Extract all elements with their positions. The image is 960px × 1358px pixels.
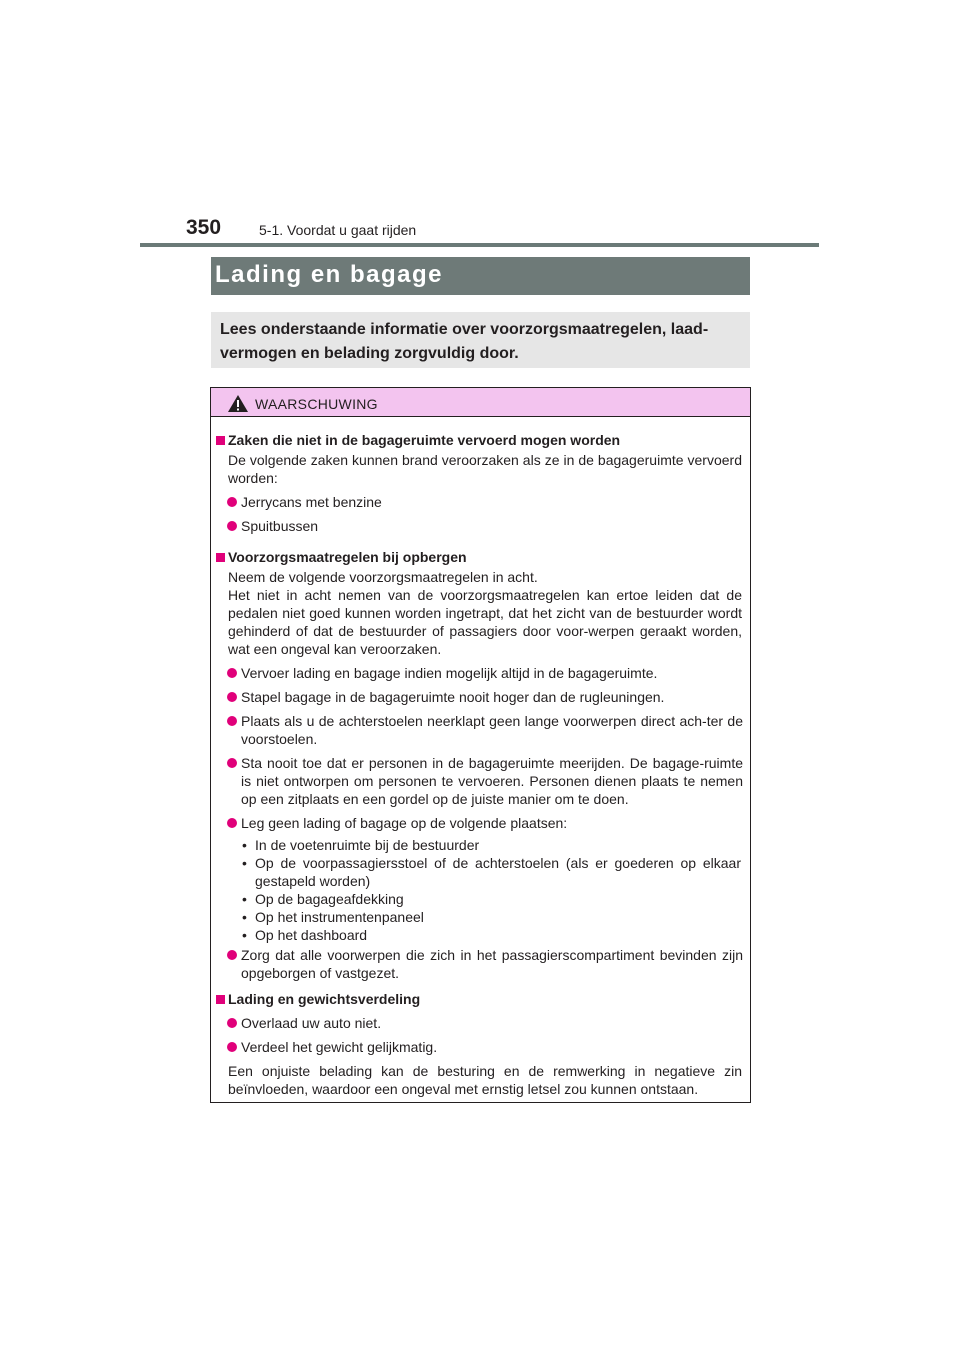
bullet-dot <box>227 758 237 768</box>
heading-marker <box>216 995 225 1004</box>
sub-bullet-text: Op het dashboard <box>255 927 368 943</box>
bullet-dot <box>227 668 237 678</box>
heading-marker <box>216 436 225 445</box>
bullet-text: Sta nooit toe dat er personen in de bagageruimte meerijden. De bagage-ruimte is niet ontworpen om personen te vervoeren. Personen dienen plaats te nemen op een zitplaats en een gordel op de juiste manier om te doen. <box>241 755 743 807</box>
warning-body <box>211 418 750 1098</box>
sub-bullet-mark: • <box>242 837 247 853</box>
sub-bullet-item <box>242 836 741 854</box>
bullet-item <box>241 1038 743 1056</box>
paragraph: De volgende zaken kunnen brand veroorzaken als ze in de bagageruimte vervoerd worden: <box>228 452 742 486</box>
sub-bullet-mark: • <box>242 927 247 943</box>
section-heading <box>211 548 750 566</box>
bullet-text: Leg geen lading of bagage op de volgende plaatsen: <box>241 815 568 831</box>
warning-triangle-icon <box>227 394 249 413</box>
intro-box <box>211 312 750 368</box>
title-bar <box>211 257 750 295</box>
bullet-dot <box>227 521 237 531</box>
bullet-dot <box>227 818 237 828</box>
sub-bullet-text: In de voetenruimte bij de bestuurder <box>255 837 480 853</box>
bullet-dot <box>227 716 237 726</box>
warning-header <box>211 388 750 417</box>
sub-bullet-item <box>242 890 741 908</box>
page-title: Lading en bagage <box>215 261 444 288</box>
bullet-item <box>241 754 743 808</box>
section-heading <box>211 431 750 449</box>
bullet-text: Plaats als u de achterstoelen neerklapt geen lange voorwerpen direct ach-ter de voorstoelen. <box>241 713 743 747</box>
paragraph: Het niet in acht nemen van de voorzorgsmaatregelen kan ertoe leiden dat de pedalen niet goed kunnen worden ingetrapt, dat het zicht van de bestuurder wordt gehinderd of dat de bestuurder of passagiers door voor-werpen geraakt worden, wat een ongeval kan veroorzaken. <box>228 587 742 657</box>
sub-bullet-item <box>242 854 741 890</box>
bullet-item <box>241 814 743 832</box>
bullet-text: Zorg dat alle voorwerpen die zich in het passagierscompartiment bevinden zijn opgeborgen of vastgezet. <box>241 947 743 981</box>
sub-bullet-item <box>242 926 741 944</box>
bullet-item <box>241 946 743 982</box>
sub-bullet-mark: • <box>242 909 247 925</box>
heading-text: Lading en gewichtsverdeling <box>228 991 421 1007</box>
sub-bullet-text: Op het instrumentenpaneel <box>255 909 424 925</box>
bullet-dot <box>227 1042 237 1052</box>
bullet-text: Vervoer lading en bagage indien mogelijk altijd in de bagageruimte. <box>241 665 658 681</box>
bullet-item <box>241 517 743 535</box>
intro-text: Lees onderstaande informatie over voorzorgsmaatregelen, laad-vermogen en belading zorgvuldig door. <box>220 321 709 362</box>
bullet-dot <box>227 497 237 507</box>
bullet-item <box>241 664 743 682</box>
bullet-text: Overlaad uw auto niet. <box>241 1015 382 1031</box>
section-title: 5-1. Voordat u gaat rijden <box>259 222 417 238</box>
bullet-text: Verdeel het gewicht gelijkmatig. <box>241 1039 438 1055</box>
bullet-text: Stapel bagage in de bagageruimte nooit hoger dan de rugleuningen. <box>241 689 665 705</box>
heading-text: Voorzorgsmaatregelen bij opbergen <box>228 549 467 565</box>
header-rule <box>140 243 819 247</box>
bullet-item <box>241 493 743 511</box>
bullet-dot <box>227 692 237 702</box>
sub-bullet-text: Op de bagageafdekking <box>255 891 404 907</box>
bullet-item <box>241 1014 743 1032</box>
paragraph: Neem de volgende voorzorgsmaatregelen in acht. <box>228 569 538 585</box>
bullet-text: Spuitbussen <box>241 518 319 534</box>
bullet-dot <box>227 950 237 960</box>
bullet-item <box>241 712 743 748</box>
bullet-text: Jerrycans met benzine <box>241 494 382 510</box>
paragraph: Een onjuiste belading kan de besturing en de remwerking in negatieve zin beïnvloeden, waardoor een ongeval met ernstig letsel zou kunnen ontstaan. <box>228 1063 742 1097</box>
sub-bullet-text: Op de voorpassagiersstoel of de achterstoelen (als er goederen op elkaar gestapeld worden) <box>255 855 741 889</box>
heading-marker <box>216 553 225 562</box>
warning-label: WAARSCHUWING <box>255 396 378 412</box>
bullet-dot <box>227 1018 237 1028</box>
sub-bullet-item <box>242 908 741 926</box>
warning-box <box>210 387 751 1103</box>
section-heading <box>211 990 750 1008</box>
sub-bullet-mark: • <box>242 891 247 907</box>
page-number: 350 <box>186 216 222 239</box>
sub-bullet-mark: • <box>242 855 247 871</box>
heading-text: Zaken die niet in de bagageruimte vervoerd mogen worden <box>228 432 621 448</box>
bullet-item <box>241 688 743 706</box>
